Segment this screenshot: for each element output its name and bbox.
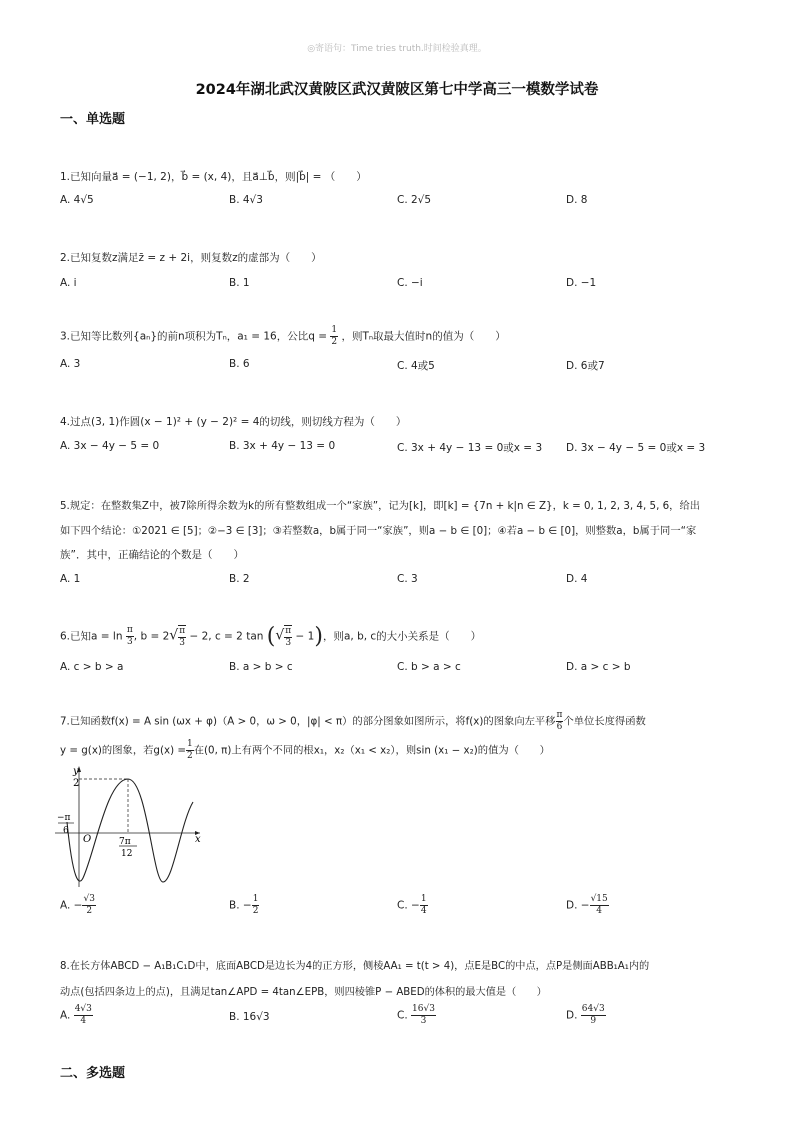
q6-fraction-2: $\frac{\pi}{3}$ <box>179 625 186 648</box>
left-paren-icon: ( <box>266 624 276 649</box>
q4-option-a[interactable]: A. 3x − 4y − 5 = 0 <box>60 440 160 452</box>
q7-text-c: y = g(x)的图象，若g(x) = <box>60 744 186 757</box>
q5-stem-line1: 5.规定：在整数集Z中，被7除所得余数为k的所有整数组成一个“家族”，记为[k]，即[k] = {7n + k|n ∈ Z}，k = 0, 1, 2, 3, 4, 5, 6，给出 <box>60 500 701 512</box>
q7-option-c[interactable]: C. − $\frac{1}{4}$ <box>397 894 427 916</box>
q1-option-b[interactable]: B. 4√3 <box>229 194 263 206</box>
q1-option-a[interactable]: A. 4√5 <box>60 194 94 206</box>
q6-fraction-1: $\frac{\pi}{3}$ <box>126 625 133 647</box>
peak-value-label: 2 <box>73 778 80 789</box>
q3-option-d[interactable]: D. 6或7 <box>566 360 605 372</box>
q3-option-c[interactable]: C. 4或5 <box>397 360 435 372</box>
q2-option-a[interactable]: A. i <box>60 277 77 289</box>
right-paren-icon: ) <box>314 624 323 649</box>
q6-text-d: − 1 <box>292 630 315 643</box>
q7-stem-line2 <box>60 739 550 762</box>
q7-option-d[interactable]: D. − $\frac{√15}{4}$ <box>566 894 608 916</box>
q2-option-d[interactable]: D. −1 <box>566 277 597 289</box>
q6-text-a: 6.已知a = ln <box>60 630 123 643</box>
q5-option-c[interactable]: C. 3 <box>397 573 418 585</box>
q5-stem-line2: 如下四个结论：①2021 ∈ [5]；②−3 ∈ [3]；③若整数a，b属于同一“家族”，则a − b ∈ [0]；④若a − b ∈ [0]，则整数a，b属于同一“家 <box>60 525 697 537</box>
section-heading-multi: 二、多选题 <box>60 1066 126 1081</box>
left-zero-denominator: 6 <box>63 826 69 836</box>
q4-stem: 4.过点(3, 1)作圆(x − 1)² + (y − 2)² = 4的切线，则切线方程为（ ） <box>60 416 407 428</box>
q3-stem-pre: 3.已知等比数列{aₙ}的前n项积为Tₙ，a₁ = 16，公比q = <box>60 330 328 343</box>
q2-option-c[interactable]: C. −i <box>397 277 423 289</box>
q7-stem-line1 <box>60 710 646 733</box>
q7-sine-graph <box>55 762 205 892</box>
q2-stem: 2.已知复数z满足z̄ = z + 2i，则复数z的虚部为（ ） <box>60 252 322 264</box>
q8-stem-line1: 8.在长方体ABCD − A₁B₁C₁D中，底面ABCD是边长为4的正方形，侧棱AA₁ = t(t > 4)，点E是BC的中点，点P是侧面ABB₁A₁内的 <box>60 961 650 972</box>
q7-fraction-shift: $\frac{\pi}{6}$ <box>556 710 563 732</box>
peak-x-denominator: 12 <box>121 849 133 859</box>
q8-option-d[interactable]: D. $\frac{64√3}{9}$ <box>566 1004 605 1026</box>
q7-option-b[interactable]: B. − $\frac{1}{2}$ <box>229 894 259 916</box>
q7-text-d: 在(0, π)上有两个不同的根x₁，x₂（x₁ < x₂），则sin (x₁ − x₂)的值为（ ） <box>193 744 550 757</box>
left-zero-numerator: −π <box>57 813 71 823</box>
y-axis-label: y <box>73 766 79 777</box>
q6-option-c[interactable]: C. b > a > c <box>397 661 461 673</box>
origin-label: O <box>83 834 92 845</box>
sqrt-icon: √ <box>169 627 179 644</box>
sqrt-icon: √ <box>275 627 285 644</box>
q7-option-a[interactable]: A. − $\frac{√3}{2}$ <box>60 894 95 916</box>
q2-option-b[interactable]: B. 1 <box>229 277 250 289</box>
q7-text-b: 个单位长度得函数 <box>563 715 646 728</box>
q8-option-c[interactable]: C. $\frac{16√3}{3}$ <box>397 1004 435 1026</box>
q4-option-b[interactable]: B. 3x + 4y − 13 = 0 <box>229 440 336 452</box>
section-heading-single: 一、单选题 <box>60 112 126 127</box>
q5-option-d[interactable]: D. 4 <box>566 573 588 585</box>
q5-option-b[interactable]: B. 2 <box>229 573 250 585</box>
q1-stem: 1.已知向量a⃗ = (−1, 2)，b⃗ = (x, 4)，且a⃗⊥b⃗，则|b⃗| = （ ） <box>60 171 367 183</box>
q3-option-b[interactable]: B. 6 <box>229 358 250 370</box>
page-title: 2024年湖北武汉黄陂区武汉黄陂区第七中学高三一模数学试卷 <box>195 82 599 98</box>
q8-stem-line2: 动点(包括四条边上的点)，且满足tan∠APD = 4tan∠EPB，则四棱锥P − ABED的体积的最大值是（ ） <box>60 987 547 998</box>
sine-curve <box>67 779 193 882</box>
watermark: ◎寄语句：Time tries truth.时间检验真理。 <box>307 44 487 54</box>
q6-option-d[interactable]: D. a > c > b <box>566 661 631 673</box>
q4-option-c[interactable]: C. 3x + 4y − 13 = 0或x = 3 <box>397 442 543 454</box>
q6-text-b: , b = 2 <box>133 630 170 643</box>
q6-text-c: − 2, c = 2 tan <box>186 630 264 643</box>
q6-text-e: ，则a, b, c的大小关系是（ ） <box>322 630 482 643</box>
q7-text-a: 7.已知函数f(x) = A sin (ωx + φ)（A > 0，ω > 0，|φ| < π）的部分图象如图所示，将f(x)的图象向左平移 <box>60 715 556 728</box>
q3-ratio-fraction: $\frac{1}{2}$ <box>331 325 338 347</box>
q1-option-d[interactable]: D. 8 <box>566 194 588 206</box>
q8-option-b[interactable]: B. 16√3 <box>229 1011 270 1023</box>
q4-option-d[interactable]: D. 3x − 4y − 5 = 0或x = 3 <box>566 442 706 454</box>
q6-option-b[interactable]: B. a > b > c <box>229 661 293 673</box>
q7-fraction-half: $\frac{1}{2}$ <box>186 739 193 761</box>
peak-x-numerator: 7π <box>119 837 131 847</box>
q1-option-c[interactable]: C. 2√5 <box>397 194 432 206</box>
q3-stem-post: ，则Tₙ取最大值时n的值为（ ） <box>341 330 506 343</box>
q8-option-a[interactable]: A. $\frac{4√3}{4}$ <box>60 1004 92 1026</box>
q6-stem <box>60 624 481 649</box>
q6-fraction-3: $\frac{\pi}{3}$ <box>285 625 292 648</box>
q5-option-a[interactable]: A. 1 <box>60 573 81 585</box>
q3-stem <box>60 325 506 348</box>
q5-stem-line3: 族”．其中，正确结论的个数是（ ） <box>60 549 244 561</box>
q3-option-a[interactable]: A. 3 <box>60 358 81 370</box>
q6-option-a[interactable]: A. c > b > a <box>60 661 124 673</box>
x-axis-label: x <box>195 834 201 845</box>
